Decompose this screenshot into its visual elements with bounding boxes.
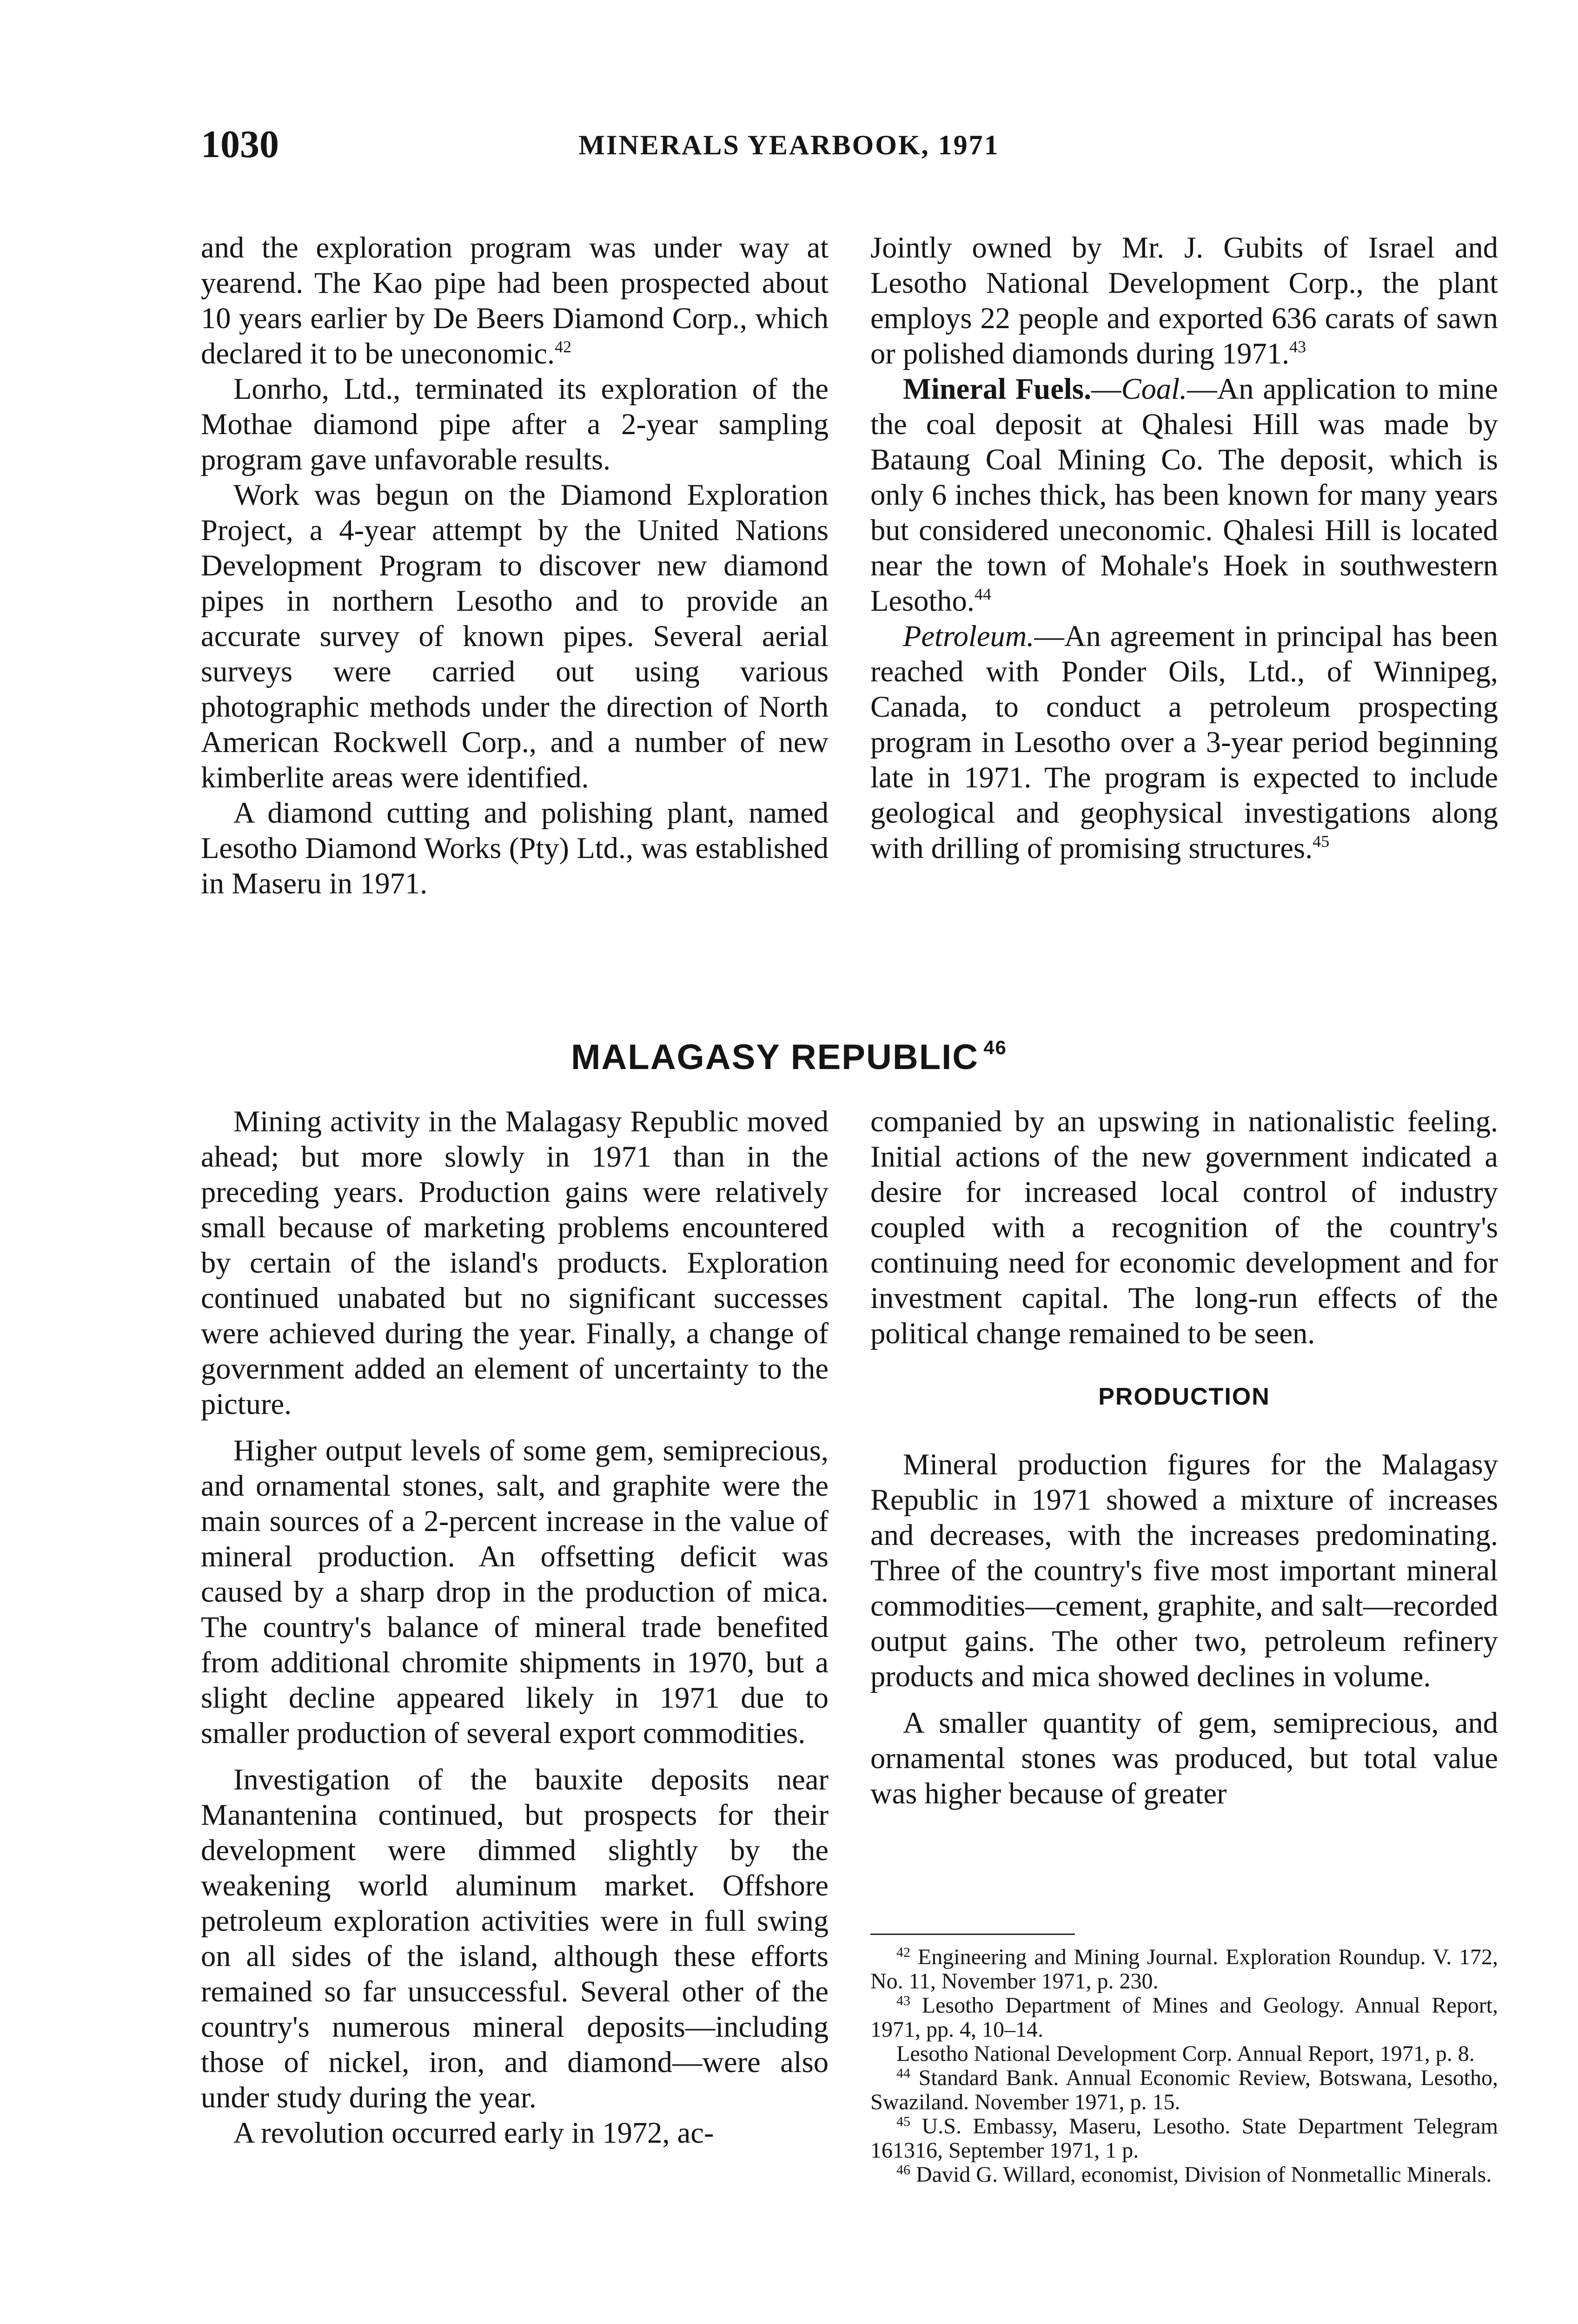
running-title: MINERALS YEARBOOK, 1971 [578,130,1000,160]
paragraph: Lonrho, Ltd., terminated its exploration of the Mothae diamond pipe after a 2-year sampling program gave unfavorable results. [201,372,829,476]
footnote-number: 44 [896,2066,910,2081]
footnote [870,2066,1498,2114]
production-heading: PRODUCTION [1098,1383,1270,1410]
footnote-ref: 43 [1289,337,1306,356]
page-header [0,122,1578,182]
paragraph [201,230,829,371]
footnote-text: David G. Willard, economist, Division of Nonmetallic Minerals. [916,2162,1492,2187]
page-number: 1030 [201,123,279,166]
top-left-column [201,230,829,901]
footnote-text: U.S. Embassy, Maseru, Lesotho. State Department Telegram 161316, September 1971, 1 p. [870,2114,1498,2163]
footnote-ref: 45 [1313,832,1330,851]
paragraph: Higher output levels of some gem, semiprecious, and ornamental stones, salt, and graphite were the main sources of a 2-percent increase in the value of mineral production. An offsetting deficit was caused by a sharp drop in the production of mica. The country's balance of mineral trade benefited from additional chromite shipments in 1970, but a slight decline appeared likely in 1971 due to smaller production of several export commodities. [201,1434,829,1750]
footnote [870,1994,1498,2042]
footnote-number: 45 [896,2114,910,2129]
bottom-right-column [870,1104,1498,1811]
subsection-heading: Mineral Fuels. [903,372,1092,405]
paragraph [870,371,1498,619]
dash: — [1091,372,1121,405]
top-right-column [870,230,1498,866]
paragraph: Mineral production figures for the Malagasy Republic in 1971 showed a mixture of increases and decreases, with the increases predominating. Three of the country's five most important mineral commodities—cement, graphite, and salt—recorded output gains. The other two, petroleum refinery products and mica showed declines in volume. [870,1448,1498,1693]
footnote [870,1945,1498,1994]
paragraph-text: —An application to mine the coal deposit at Qhalesi Hill was made by Bataung Coal Mining Co. The deposit, which is only 6 inches thick, has been known for many years but considered uneconomic. Qhalesi Hill is located near the town of Mohale's Hoek in southwestern Lesotho. [870,372,1498,617]
paragraph: companied by an upswing in nationalistic feeling. Initial actions of the new government indicated a desire for increased local control of industry coupled with a recognition of the country's continuing need for economic development and for investment capital. The long-run effects of the political change remained to be seen. [870,1105,1498,1350]
footnote-text: Engineering and Mining Journal. Exploration Roundup. V. 172, No. 11, November 1971, p. 230. [870,1945,1498,1994]
footnote-ref: 46 [983,1037,1007,1058]
paragraph: A diamond cutting and polishing plant, named Lesotho Diamond Works (Pty) Ltd., was established in Maseru in 1971. [201,796,829,900]
section-title [0,1037,1578,1077]
paragraph [870,619,1498,866]
footnote-number: 42 [896,1945,910,1960]
paragraph: A smaller quantity of gem, semiprecious, and ornamental stones was produced, but total value was higher because of greater [870,1706,1498,1810]
bottom-left-column [201,1104,829,2151]
paragraph-text: and the exploration program was under way at yearend. The Kao pipe had been prospected about 10 years earlier by De Beers Diamond Corp., which declared it to be uneconomic. [201,231,829,370]
paragraph-text: Jointly owned by Mr. J. Gubits of Israel and Lesotho National Development Corp., the plant employs 22 people and exported 636 carats of sawn or polished diamonds during 1971. [870,231,1498,370]
footnote-text: Lesotho National Development Corp. Annual Report, 1971, p. 8. [896,2041,1475,2066]
paragraph: A revolution occurred early in 1972, ac- [233,2116,714,2149]
footnote-text: Lesotho Department of Mines and Geology. Annual Report, 1971, pp. 4, 10–14. [870,1993,1498,2042]
paragraph-text: —An agreement in principal has been reached with Ponder Oils, Ltd., of Winnipeg, Canada, to conduct a petroleum prospecting program in Lesotho over a 3-year period beginning late in 1971. The program is expected to include geological and geophysical investigations along with drilling of promising structures. [870,620,1498,865]
section-title-text: MALAGASY REPUBLIC [571,1037,979,1077]
footnote [870,2042,1498,2066]
paragraph [870,230,1498,371]
paragraph: Mining activity in the Malagasy Republic moved ahead; but more slowly in 1971 than in the preceding years. Production gains were relatively small because of marketing problems encountered by certain of the island's products. Exploration continued unabated but no significant successes were achieved during the year. Finally, a change of government added an element of uncertainty to the picture. [201,1105,829,1420]
paragraph: Investigation of the bauxite deposits near Manantenina continued, but prospects for their development were dimmed slightly by the weakening world aluminum market. Offshore petroleum exploration activities were in full swing on all sides of the island, although these efforts remained so far unsuccessful. Several other of the country's numerous mineral deposits—including those of nickel, iron, and diamond—were also under study during the year. [201,1763,829,2114]
footnote-ref: 44 [974,585,991,603]
topic-heading: Petroleum. [903,620,1034,653]
footnotes [870,1945,1498,2187]
footnote [870,2114,1498,2163]
footnote-number: 46 [896,2162,910,2178]
footnote-divider [870,1934,1075,1935]
topic-heading: Coal. [1121,372,1187,405]
footnote-number: 43 [896,1993,910,2008]
footnote [870,2163,1498,2187]
footnote-ref: 42 [555,337,572,356]
footnote-text: Standard Bank. Annual Economic Review, Botswana, Lesotho, Swaziland. November 1971, p. 15. [870,2066,1498,2114]
paragraph: Work was begun on the Diamond Exploration Project, a 4-year attempt by the United Nations Development Program to discover new diamond pipes in northern Lesotho and to provide an accurate survey of known pipes. Several aerial surveys were carried out using various photographic methods under the direction of North American Rockwell Corp., and a number of new kimberlite areas were identified. [201,478,829,794]
